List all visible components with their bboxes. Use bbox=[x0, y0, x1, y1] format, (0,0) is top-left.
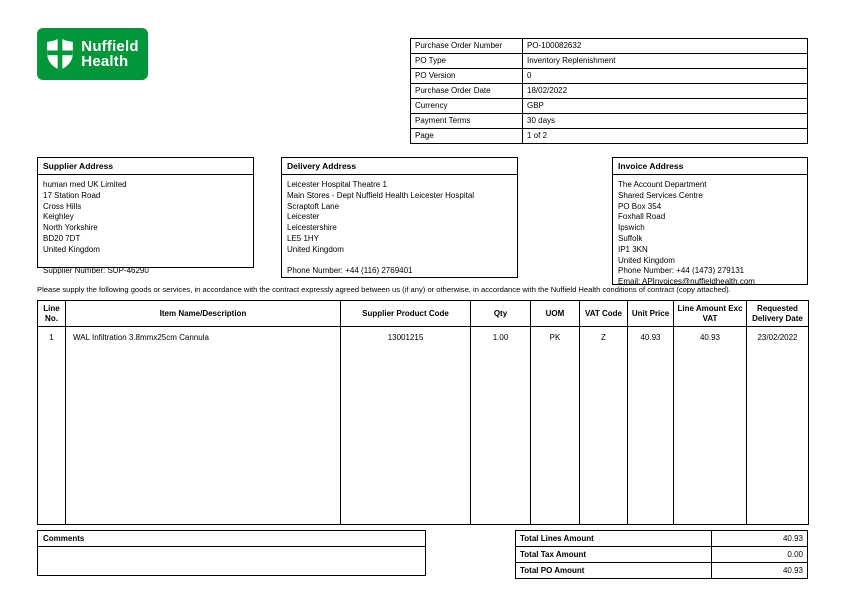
address-line: Suffolk bbox=[618, 233, 643, 243]
item-delivery-date: 23/02/2022 bbox=[747, 327, 809, 525]
total-label: Total Lines Amount bbox=[516, 531, 712, 547]
comments-box bbox=[37, 530, 426, 576]
contract-terms-statement: Please supply the following goods or services, in accordance with the contract expressly agreed between us (if any) or otherwise, in accordance with the Nuffield Health conditions of contract (copy attached). bbox=[37, 285, 731, 294]
logo-wordmark: Nuffield Health bbox=[81, 38, 139, 70]
po-header-label: Page bbox=[411, 129, 523, 144]
po-header-table bbox=[410, 38, 808, 144]
col-header-uom: UOM bbox=[531, 301, 580, 327]
address-line: Leicestershire bbox=[287, 223, 337, 233]
address-line: Ipswich bbox=[618, 223, 645, 233]
delivery-address-body bbox=[282, 175, 517, 280]
po-header-row bbox=[411, 39, 808, 54]
address-line: human med UK Limited bbox=[43, 180, 127, 189]
address-line: United Kingdom bbox=[618, 255, 675, 265]
po-header-label: PO Type bbox=[411, 54, 523, 69]
item-qty: 1.00 bbox=[471, 327, 531, 525]
address-line: 17 Station Road bbox=[43, 190, 101, 200]
po-header-label: Currency bbox=[411, 99, 523, 114]
supplier-address-body bbox=[38, 175, 253, 280]
total-label: Total Tax Amount bbox=[516, 547, 712, 563]
item-line-no: 1 bbox=[38, 327, 66, 525]
po-header-value: 18/02/2022 bbox=[523, 84, 808, 99]
address-line: Cross Hills bbox=[43, 201, 82, 211]
po-header-label: PO Version bbox=[411, 69, 523, 84]
supplier-number: Supplier Number: SUP-46290 bbox=[43, 265, 149, 275]
shield-cross-icon bbox=[46, 37, 74, 71]
nuffield-health-logo bbox=[37, 28, 148, 80]
col-header-description: Item Name/Description bbox=[66, 301, 341, 327]
delivery-address-title: Delivery Address bbox=[282, 158, 517, 175]
po-header-value: Inventory Replenishment bbox=[523, 54, 808, 69]
address-line: Main Stores - Dept Nuffield Health Leicester Hospital bbox=[287, 190, 475, 200]
po-header-value: 1 of 2 bbox=[523, 129, 808, 144]
item-description: WAL Infiltration 3.8mmx25cm Cannula bbox=[66, 327, 341, 525]
delivery-phone-number: Phone Number: +44 (116) 2769401 bbox=[287, 265, 413, 275]
item-uom: PK bbox=[531, 327, 580, 525]
po-header-value: GBP bbox=[523, 99, 808, 114]
total-lines-row bbox=[516, 531, 808, 547]
col-header-unit-price: Unit Price bbox=[628, 301, 674, 327]
col-header-line-no: Line No. bbox=[38, 301, 66, 327]
total-value: 40.93 bbox=[712, 563, 808, 579]
comments-title: Comments bbox=[38, 531, 425, 547]
address-line: LE5 1HY bbox=[287, 233, 320, 243]
supplier-address-title: Supplier Address bbox=[38, 158, 253, 175]
po-header-row bbox=[411, 99, 808, 114]
totals-table bbox=[515, 530, 808, 579]
po-header-row bbox=[411, 69, 808, 84]
total-value: 40.93 bbox=[712, 531, 808, 547]
supplier-address-box bbox=[37, 157, 254, 275]
address-line: Leicester Hospital Theatre 1 bbox=[287, 180, 387, 189]
po-header-label: Payment Terms bbox=[411, 114, 523, 129]
col-header-line-amount: Line Amount Exc VAT bbox=[674, 301, 747, 327]
po-header-value: PO-100082632 bbox=[523, 39, 808, 54]
invoice-phone-number: Phone Number: +44 (1473) 279131 bbox=[618, 266, 745, 276]
address-line: North Yorkshire bbox=[43, 223, 98, 233]
address-line: Leicester bbox=[287, 212, 320, 222]
item-unit-price: 40.93 bbox=[628, 327, 674, 525]
po-header-row bbox=[411, 84, 808, 99]
item-product-code: 13001215 bbox=[341, 327, 471, 525]
address-line: Scraptoft Lane bbox=[287, 201, 340, 211]
address-line: IP1 3KN bbox=[618, 244, 648, 254]
delivery-address-box bbox=[281, 157, 518, 278]
po-header-row bbox=[411, 114, 808, 129]
address-line: PO Box 354 bbox=[618, 201, 662, 211]
address-line: United Kingdom bbox=[287, 244, 344, 254]
po-header-label: Purchase Order Date bbox=[411, 84, 523, 99]
items-header-row bbox=[38, 301, 809, 327]
total-value: 0.00 bbox=[712, 547, 808, 563]
address-line: Keighley bbox=[43, 212, 74, 222]
item-line-amount: 40.93 bbox=[674, 327, 747, 525]
total-label: Total PO Amount bbox=[516, 563, 712, 579]
line-items-table bbox=[37, 300, 809, 525]
address-line: Shared Services Centre bbox=[618, 190, 703, 200]
invoice-address-box bbox=[612, 157, 808, 285]
address-line: BD20 7DT bbox=[43, 233, 81, 243]
po-header-row bbox=[411, 129, 808, 144]
address-line: United Kingdom bbox=[43, 244, 100, 254]
invoice-email: Email: APInvoices@nuffieldhealth.com bbox=[618, 277, 755, 287]
col-header-product-code: Supplier Product Code bbox=[341, 301, 471, 327]
po-header-value: 0 bbox=[523, 69, 808, 84]
col-header-delivery-date: Requested Delivery Date bbox=[747, 301, 809, 327]
total-tax-row bbox=[516, 547, 808, 563]
address-line: The Account Department bbox=[618, 180, 707, 189]
total-po-row bbox=[516, 563, 808, 579]
col-header-qty: Qty bbox=[471, 301, 531, 327]
table-row bbox=[38, 327, 809, 525]
invoice-address-title: Invoice Address bbox=[613, 158, 807, 175]
address-line: Foxhall Road bbox=[618, 212, 666, 222]
po-header-row bbox=[411, 54, 808, 69]
po-header-label: Purchase Order Number bbox=[411, 39, 523, 54]
col-header-vat-code: VAT Code bbox=[580, 301, 628, 327]
item-vat-code: Z bbox=[580, 327, 628, 525]
invoice-address-body bbox=[613, 175, 807, 292]
po-header-value: 30 days bbox=[523, 114, 808, 129]
